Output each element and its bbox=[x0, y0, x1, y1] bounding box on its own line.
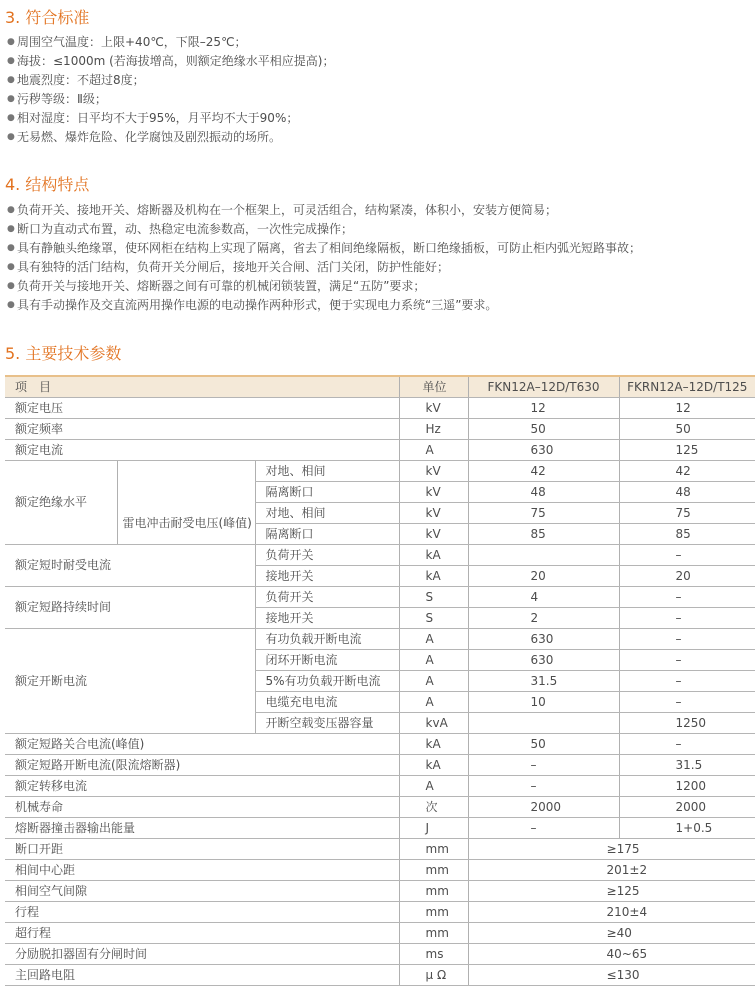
spec-table bbox=[5, 375, 755, 986]
list-item: ● 地震烈度：不超过8度； bbox=[0, 71, 334, 90]
unit-cell: kV bbox=[399, 523, 468, 544]
sub-item: 5%有功负载开断电流 bbox=[255, 670, 399, 691]
value-model-1: 2000 bbox=[468, 796, 619, 817]
param-name: 额定短路开断电流(限流熔断器) bbox=[5, 754, 399, 775]
section-title-standards: 3. 符合标准 bbox=[5, 8, 90, 27]
sub-item: 有功负载开断电流 bbox=[255, 628, 399, 649]
bullet-icon: ● bbox=[7, 243, 15, 253]
param-name: 额定短路关合电流(峰值) bbox=[5, 733, 399, 754]
value-model-1: 75 bbox=[468, 502, 619, 523]
bullet-icon: ● bbox=[7, 281, 15, 291]
value-model-1: 12 bbox=[468, 397, 619, 418]
value-model-2: – bbox=[619, 733, 755, 754]
unit-cell: kA bbox=[399, 733, 468, 754]
section-title-structure: 4. 结构特点 bbox=[5, 175, 90, 194]
value-model-1: 630 bbox=[468, 628, 619, 649]
header-model-2: FKRN12A–12D/T125 bbox=[619, 376, 755, 397]
table-row bbox=[5, 922, 755, 943]
table-row bbox=[5, 859, 755, 880]
value-model-1: 630 bbox=[468, 649, 619, 670]
param-name: 额定频率 bbox=[5, 418, 399, 439]
value-model-2: 85 bbox=[619, 523, 755, 544]
value-model-1: 4 bbox=[468, 586, 619, 607]
unit-cell: mm bbox=[399, 880, 468, 901]
bullet-icon: ● bbox=[7, 56, 15, 66]
unit-cell: S bbox=[399, 607, 468, 628]
bullet-icon: ● bbox=[7, 94, 15, 104]
table-row bbox=[5, 754, 755, 775]
param-name: 额定转移电流 bbox=[5, 775, 399, 796]
table-row bbox=[5, 460, 755, 481]
value-common: ≤130 bbox=[468, 964, 755, 985]
sub-item: 开断空载变压器容量 bbox=[255, 712, 399, 733]
sub-item: 电缆充电电流 bbox=[255, 691, 399, 712]
unit-cell: kV bbox=[399, 397, 468, 418]
list-item: ● 相对湿度：日平均不大于95%，月平均不大于90%； bbox=[0, 109, 334, 128]
value-model-2: – bbox=[619, 691, 755, 712]
unit-cell: kA bbox=[399, 565, 468, 586]
sub-item: 接地开关 bbox=[255, 565, 399, 586]
unit-cell: mm bbox=[399, 901, 468, 922]
value-model-1: 50 bbox=[468, 733, 619, 754]
group-label-insulation: 额定绝缘水平 bbox=[5, 460, 117, 544]
unit-cell: A bbox=[399, 649, 468, 670]
value-model-1: – bbox=[468, 754, 619, 775]
value-model-2: 1+0.5 bbox=[619, 817, 755, 838]
value-model-1: 20 bbox=[468, 565, 619, 586]
sub-group-blank bbox=[117, 460, 255, 502]
unit-cell: S bbox=[399, 586, 468, 607]
table-row bbox=[5, 439, 755, 460]
table-row bbox=[5, 775, 755, 796]
sub-item: 负荷开关 bbox=[255, 544, 399, 565]
list-item: ● 具有手动操作及交直流两用操作电源的电动操作两种形式，便于实现电力系统“三遥”要求。 bbox=[0, 296, 641, 315]
value-model-2: 42 bbox=[619, 460, 755, 481]
value-model-1: 85 bbox=[468, 523, 619, 544]
value-model-2: 1200 bbox=[619, 775, 755, 796]
list-item: ● 负荷开关、接地开关、熔断器及机构在一个框架上，可灵活组合，结构紧凑，体积小，安装方便简易； bbox=[0, 201, 641, 220]
value-common: ≥40 bbox=[468, 922, 755, 943]
value-model-1: 42 bbox=[468, 460, 619, 481]
value-model-2: – bbox=[619, 586, 755, 607]
value-model-2: 125 bbox=[619, 439, 755, 460]
value-model-2: 31.5 bbox=[619, 754, 755, 775]
spec-table-container bbox=[5, 375, 755, 988]
structure-list bbox=[0, 201, 641, 315]
value-model-1 bbox=[468, 544, 619, 565]
table-row bbox=[5, 397, 755, 418]
sub-group-label-lightning-impulse: 雷电冲击耐受电压(峰值) bbox=[117, 502, 255, 544]
value-common: ≥175 bbox=[468, 838, 755, 859]
table-row bbox=[5, 817, 755, 838]
param-name: 相间中心距 bbox=[5, 859, 399, 880]
value-model-2: – bbox=[619, 607, 755, 628]
table-row bbox=[5, 964, 755, 985]
value-model-2: – bbox=[619, 544, 755, 565]
param-name: 熔断器撞击器输出能量 bbox=[5, 817, 399, 838]
param-name: 主回路电阻 bbox=[5, 964, 399, 985]
param-name: 超行程 bbox=[5, 922, 399, 943]
unit-cell: mm bbox=[399, 922, 468, 943]
unit-cell: A bbox=[399, 439, 468, 460]
param-name: 额定电压 bbox=[5, 397, 399, 418]
bullet-icon: ● bbox=[7, 132, 15, 142]
list-item: ● 污秽等级：Ⅱ级； bbox=[0, 90, 334, 109]
value-model-2: 12 bbox=[619, 397, 755, 418]
list-item: ● 海拔：≤1000m (若海拔增高，则额定绝缘水平相应提高)； bbox=[0, 52, 334, 71]
sub-item: 负荷开关 bbox=[255, 586, 399, 607]
unit-cell: mm bbox=[399, 859, 468, 880]
table-row bbox=[5, 880, 755, 901]
value-model-1: 2 bbox=[468, 607, 619, 628]
value-model-2: 75 bbox=[619, 502, 755, 523]
header-item: 项 目 bbox=[5, 376, 399, 397]
value-model-2: 48 bbox=[619, 481, 755, 502]
param-name: 额定电流 bbox=[5, 439, 399, 460]
value-model-1: 10 bbox=[468, 691, 619, 712]
table-row bbox=[5, 418, 755, 439]
unit-cell: A bbox=[399, 691, 468, 712]
unit-cell: A bbox=[399, 670, 468, 691]
bullet-icon: ● bbox=[7, 205, 15, 215]
value-common: 40~65 bbox=[468, 943, 755, 964]
param-name: 分励脱扣器固有分闸时间 bbox=[5, 943, 399, 964]
value-model-2: – bbox=[619, 628, 755, 649]
group-label-short-circuit-duration: 额定短路持续时间 bbox=[5, 586, 255, 628]
unit-cell: 次 bbox=[399, 796, 468, 817]
bullet-icon: ● bbox=[7, 262, 15, 272]
header-model-1: FKN12A–12D/T630 bbox=[468, 376, 619, 397]
unit-cell: J bbox=[399, 817, 468, 838]
param-name: 机械寿命 bbox=[5, 796, 399, 817]
table-row bbox=[5, 838, 755, 859]
section-title-params: 5. 主要技术参数 bbox=[5, 344, 122, 363]
table-row bbox=[5, 733, 755, 754]
unit-cell: A bbox=[399, 628, 468, 649]
unit-cell: μ Ω bbox=[399, 964, 468, 985]
header-unit: 单位 bbox=[399, 376, 468, 397]
value-model-2: 2000 bbox=[619, 796, 755, 817]
value-model-2: 1250 bbox=[619, 712, 755, 733]
unit-cell: kV bbox=[399, 460, 468, 481]
unit-cell: kvA bbox=[399, 712, 468, 733]
list-item: ● 具有独特的活门结构，负荷开关分闸后，接地开关合闸、活门关闭，防护性能好； bbox=[0, 258, 641, 277]
value-model-2: – bbox=[619, 649, 755, 670]
value-model-1: – bbox=[468, 775, 619, 796]
unit-cell: kV bbox=[399, 502, 468, 523]
list-item: ● 周围空气温度：上限+40℃，下限–25℃； bbox=[0, 33, 334, 52]
value-common: ≥125 bbox=[468, 880, 755, 901]
value-model-1: 31.5 bbox=[468, 670, 619, 691]
table-row bbox=[5, 628, 755, 649]
list-item: ● 负荷开关与接地开关、熔断器之间有可靠的机械闭锁装置，满足“五防”要求； bbox=[0, 277, 641, 296]
table-row bbox=[5, 544, 755, 565]
unit-cell: mm bbox=[399, 838, 468, 859]
sub-item: 隔离断口 bbox=[255, 523, 399, 544]
table-row bbox=[5, 586, 755, 607]
value-model-1: 48 bbox=[468, 481, 619, 502]
unit-cell: kA bbox=[399, 754, 468, 775]
param-name: 断口开距 bbox=[5, 838, 399, 859]
param-name: 相间空气间隙 bbox=[5, 880, 399, 901]
unit-cell: Hz bbox=[399, 418, 468, 439]
sub-item: 对地、相间 bbox=[255, 460, 399, 481]
bullet-icon: ● bbox=[7, 113, 15, 123]
table-row bbox=[5, 943, 755, 964]
value-model-1: 50 bbox=[468, 418, 619, 439]
value-model-1: 630 bbox=[468, 439, 619, 460]
sub-item: 隔离断口 bbox=[255, 481, 399, 502]
table-header-row bbox=[5, 376, 755, 397]
sub-item: 对地、相间 bbox=[255, 502, 399, 523]
list-item: ● 断口为直动式布置，动、热稳定电流参数高，一次性完成操作； bbox=[0, 220, 641, 239]
value-model-1 bbox=[468, 712, 619, 733]
value-common: 210±4 bbox=[468, 901, 755, 922]
bullet-icon: ● bbox=[7, 300, 15, 310]
unit-cell: kV bbox=[399, 481, 468, 502]
standards-list bbox=[0, 33, 334, 147]
value-model-2: 50 bbox=[619, 418, 755, 439]
value-common: 201±2 bbox=[468, 859, 755, 880]
bullet-icon: ● bbox=[7, 37, 15, 47]
sub-item: 接地开关 bbox=[255, 607, 399, 628]
table-row bbox=[5, 796, 755, 817]
unit-cell: A bbox=[399, 775, 468, 796]
value-model-1: – bbox=[468, 817, 619, 838]
value-model-2: – bbox=[619, 670, 755, 691]
list-item: ● 具有静触头绝缘罩，使环网柜在结构上实现了隔离，省去了相间绝缘隔板，断口绝缘插板，可防止柜内弧光短路事故； bbox=[0, 239, 641, 258]
table-row bbox=[5, 502, 755, 523]
group-label-short-time-current: 额定短时耐受电流 bbox=[5, 544, 255, 586]
bullet-icon: ● bbox=[7, 75, 15, 85]
param-name: 行程 bbox=[5, 901, 399, 922]
group-label-breaking-current: 额定开断电流 bbox=[5, 628, 255, 733]
unit-cell: ms bbox=[399, 943, 468, 964]
value-model-2: 20 bbox=[619, 565, 755, 586]
list-item: ● 无易燃、爆炸危险、化学腐蚀及剧烈振动的场所。 bbox=[0, 128, 334, 147]
sub-item: 闭环开断电流 bbox=[255, 649, 399, 670]
unit-cell: kA bbox=[399, 544, 468, 565]
table-row bbox=[5, 901, 755, 922]
bullet-icon: ● bbox=[7, 224, 15, 234]
